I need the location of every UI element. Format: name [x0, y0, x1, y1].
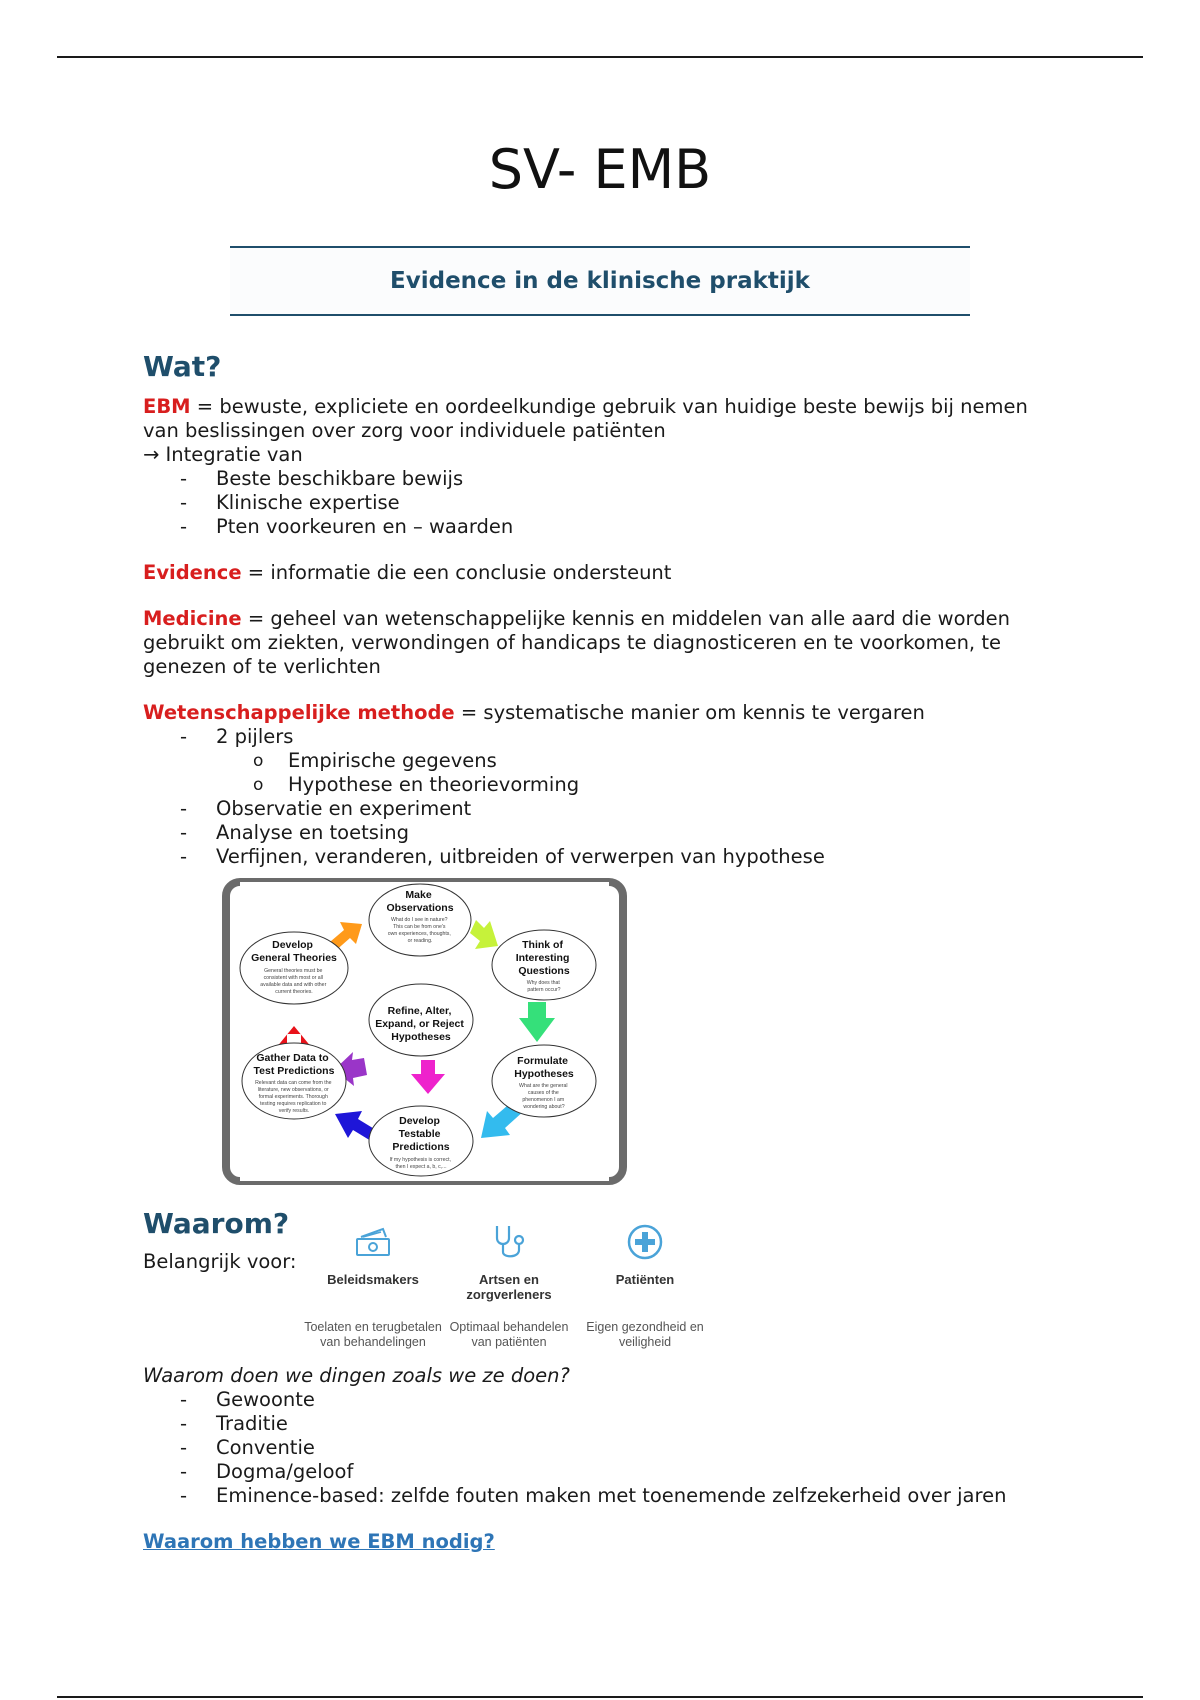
node-general-theories-sub: General theories must be consistent with most or all available data and with other current theories.	[260, 968, 327, 995]
money-icon	[303, 1220, 443, 1264]
stakeholder-beleidsmakers	[303, 1220, 443, 1350]
sub-list-item: o Hypothese en theorievorming	[143, 773, 1043, 797]
subtitle-box	[230, 246, 970, 316]
node-make-observations-sub: What do I see in nature? This can be from one's own experiences, thoughts, or reading.	[387, 917, 451, 944]
stakeholder-desc: Optimaal behandelen van patiënten	[449, 1320, 569, 1349]
integratie-line: → Integratie van	[143, 443, 303, 466]
node-think-questions-sub: Why does that pattern occur?	[526, 980, 561, 993]
list-item: - Traditie	[143, 1412, 1043, 1436]
evidence-definition	[143, 561, 1043, 585]
method-def-text: = systematische manier om kennis te vergaren	[454, 701, 925, 724]
list-item: - Beste beschikbare bewijs	[143, 467, 1043, 491]
list-item: - Conventie	[143, 1436, 1043, 1460]
medicine-definition	[143, 607, 1043, 679]
node-general-theories: Develop General Theories	[251, 939, 337, 964]
why-question: Waarom doen we dingen zoals we ze doen?	[143, 1364, 570, 1387]
node-formulate-hypotheses: Formulate Hypotheses	[514, 1055, 574, 1080]
stakeholder-desc: Eigen gezondheid en veiligheid	[586, 1320, 704, 1349]
method-list	[143, 725, 1043, 749]
method-definition	[143, 701, 1043, 725]
reasons-block	[143, 1388, 1043, 1508]
plus-icon	[575, 1220, 715, 1264]
stakeholder-patienten	[575, 1220, 715, 1350]
list-item: - Dogma/geloof	[143, 1460, 1043, 1484]
belangrijk-label: Belangrijk voor:	[143, 1250, 297, 1273]
pijlers-list	[143, 749, 1043, 797]
node-think-questions: Think of Interesting Questions	[515, 939, 570, 977]
stakeholder-desc: Toelaten en terugbetalen van behandelingen	[304, 1320, 442, 1349]
ebm-nodig-link[interactable]: Waarom hebben we EBM nodig?	[143, 1530, 495, 1553]
medicine-def-text: = geheel van wetenschappelijke kennis en middelen van alle aard die worden gebruikt om ziekten, verwondingen of handicaps te diagnosticeren en te voorkomen, te genezen of te verlichten	[143, 607, 1010, 678]
stethoscope-icon	[439, 1220, 579, 1264]
section-heading-wat: Wat?	[143, 350, 222, 383]
term-ebm: EBM	[143, 395, 191, 418]
sub-list-item: o Empirische gegevens	[143, 749, 1043, 773]
list-item: - Pten voorkeuren en – waarden	[143, 515, 1043, 539]
list-item: - 2 pijlers	[143, 725, 1043, 749]
node-gather-data: Gather Data to Test Predictions	[253, 1052, 335, 1077]
subtitle: Evidence in de klinische praktijk	[390, 268, 810, 294]
term-evidence: Evidence	[143, 561, 242, 584]
method-list-cont	[143, 797, 1043, 869]
wat-content	[143, 395, 1043, 869]
reasons-list	[143, 1388, 1043, 1508]
node-testable-predictions: Develop Testable Predictions	[392, 1115, 450, 1153]
ebm-def-text: = bewuste, expliciete en oordeelkundige gebruik van huidige beste bewijs bij nemen van beslissingen over zorg voor individuele patiënten	[143, 395, 1028, 442]
node-formulate-hypotheses-sub: What are the general causes of the phenomenon I am wondering about?	[519, 1083, 568, 1110]
bottom-rule	[57, 1696, 1143, 1698]
list-item: - Verfijnen, veranderen, uitbreiden of verwerpen van hypothese	[143, 845, 1043, 869]
integratie-list	[143, 467, 1043, 539]
scientific-method-diagram	[222, 878, 627, 1185]
term-medicine: Medicine	[143, 607, 242, 630]
list-item: - Gewoonte	[143, 1388, 1043, 1412]
ebm-definition	[143, 395, 1043, 443]
node-testable-predictions-sub: If my hypothesis is correct, then I expect a, b, c,...	[389, 1157, 451, 1170]
list-item: - Analyse en toetsing	[143, 821, 1043, 845]
page-title: SV- EMB	[488, 138, 712, 201]
list-item: - Eminence-based: zelfde fouten maken met toenemende zelfzekerheid over jaren	[143, 1484, 1043, 1508]
stakeholder-artsen	[439, 1220, 579, 1350]
top-rule	[57, 56, 1143, 58]
node-gather-data-sub: Relevant data can come from the literature, new observations, or formal experiments. Thorough testing requires replication to verify results.	[255, 1080, 332, 1114]
stakeholder-name: Patiënten	[615, 1272, 675, 1287]
list-item: - Klinische expertise	[143, 491, 1043, 515]
stakeholder-name: Beleidsmakers	[327, 1272, 419, 1287]
node-make-observations: Make Observations	[386, 889, 454, 914]
stakeholder-name: Artsen en zorgverleners	[466, 1272, 552, 1302]
list-item: - Observatie en experiment	[143, 797, 1043, 821]
node-refine-hypotheses: Refine, Alter, Expand, or Reject Hypotheses	[375, 1005, 464, 1043]
evidence-def-text: = informatie die een conclusie ondersteunt	[241, 561, 672, 584]
section-heading-waarom: Waarom?	[143, 1207, 290, 1240]
term-method: Wetenschappelijke methode	[143, 701, 455, 724]
